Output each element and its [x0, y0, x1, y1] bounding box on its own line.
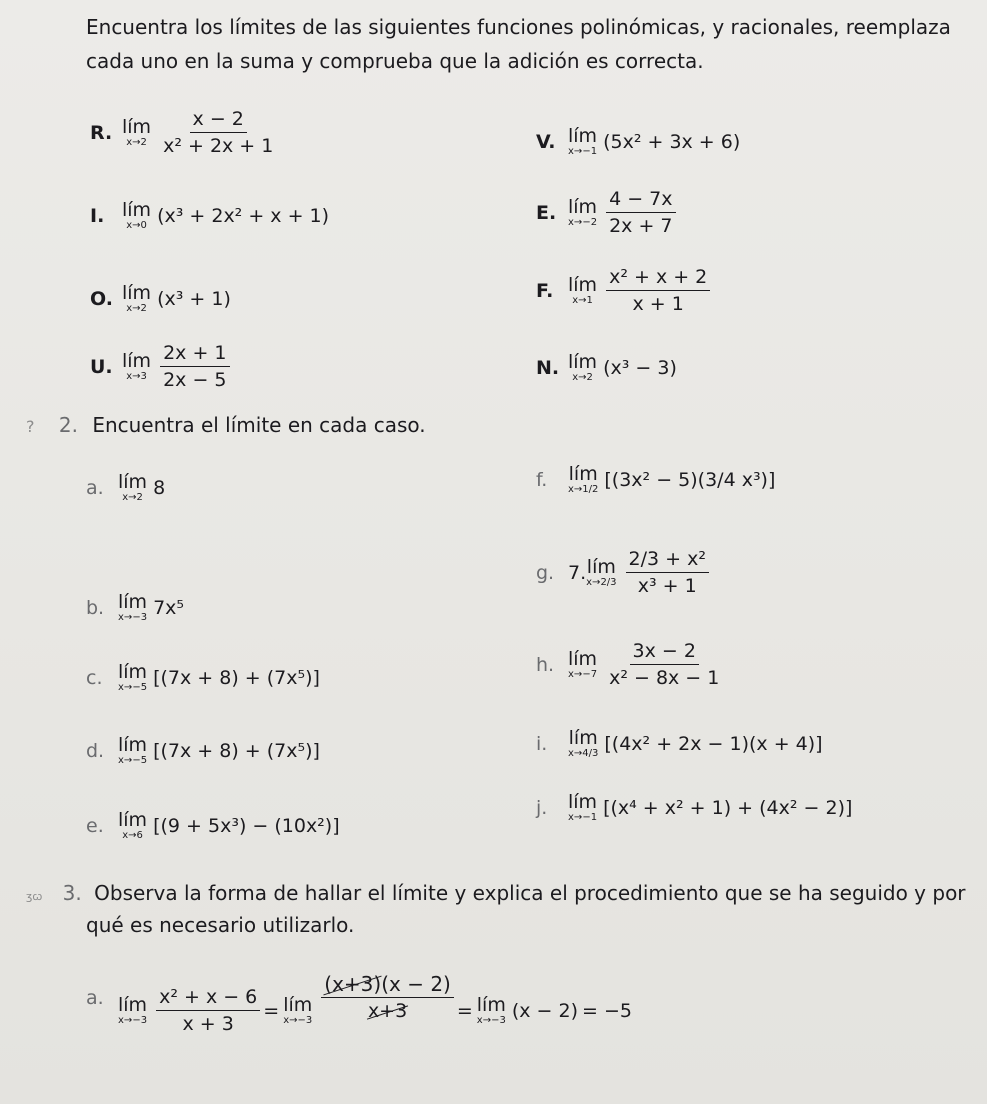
ex2-item-j — [536, 792, 852, 823]
ex1-item-n — [536, 352, 677, 383]
item-letter: a. — [86, 986, 104, 1009]
expression: (x³ + 2x² + x + 1) — [157, 204, 330, 227]
limit-operator: lím x→−1 — [568, 791, 598, 823]
limit-operator: lím x→−3 — [283, 994, 313, 1026]
limit-operator: lím x→1/2 — [568, 463, 599, 495]
ex2-item-f — [536, 464, 775, 495]
ex2-item-h — [536, 640, 725, 689]
prefix: 7. — [568, 561, 587, 584]
expression: 7x⁵ — [153, 596, 185, 619]
limit-operator: lím x→−5 — [118, 661, 148, 693]
item-letter: g. — [536, 561, 555, 584]
ex3-number: 3. — [62, 881, 82, 905]
ex2-item-b — [86, 592, 184, 623]
limit-operator: lím x→−3 — [118, 994, 148, 1026]
ex1-item-r — [90, 108, 279, 157]
limit-operator: lím x→2 — [568, 351, 598, 383]
fraction-original: $\frac{\text{x² + x − 6}}{x + 3}$ — [156, 986, 260, 1035]
limit-operator: lím x→−3 — [476, 994, 506, 1026]
ex3-line-2: qué es necesario utilizarlo. — [86, 913, 355, 937]
limit-operator: lím x→2 — [122, 116, 152, 148]
simplified-expression: (x − 2) — [511, 999, 579, 1022]
ex2-item-i — [536, 728, 823, 759]
item-letter: i. — [536, 732, 548, 755]
limit-operator: lím x→−3 — [118, 591, 148, 623]
ex2-number: 2. — [58, 413, 78, 437]
item-letter: h. — [536, 653, 555, 676]
item-letter: j. — [536, 796, 548, 819]
cancelled-denominator: x+3 — [367, 1000, 408, 1022]
expression: (x³ + 1) — [157, 287, 231, 310]
item-letter: F. — [536, 279, 554, 302]
ex1-item-f — [536, 266, 713, 315]
expression: [(9 + 5x³) − (10x²)] — [153, 814, 340, 837]
item-letter: b. — [86, 596, 105, 619]
fraction: $\frac{\text{x² + x + 2}}{x + 1}$ — [606, 266, 710, 315]
limit-operator: lím x→0 — [122, 199, 152, 231]
item-letter: d. — [86, 739, 105, 762]
limit-operator: lím x→1 — [568, 274, 598, 306]
fraction: $\frac{3x - 2}{\text{x² − 8x − 1}}$ — [609, 640, 720, 689]
ex1-item-e — [536, 188, 679, 237]
ex2-item-g — [536, 548, 712, 597]
ex3-line-1: Observa la forma de hallar el límite y explica el procedimiento que se ha seguido y por — [94, 881, 966, 905]
ex3-header — [26, 880, 966, 910]
ex2-item-a — [86, 472, 165, 503]
limit-operator: lím x→−2 — [568, 196, 598, 228]
remaining-factor: (x − 2) — [381, 972, 451, 996]
fraction: $\frac{2x + 1}{2x - 5}$ — [160, 342, 229, 391]
limit-operator: lím x→4/3 — [568, 727, 599, 759]
cancelled-factor: (x+3) — [324, 972, 382, 996]
item-letter: R. — [90, 121, 113, 144]
ex1-item-v — [536, 126, 740, 157]
ex2-item-d — [86, 735, 320, 766]
margin-mark: ʒꞷ — [26, 890, 43, 903]
expression: (5x² + 3x + 6) — [603, 130, 741, 153]
equals-sign: = — [263, 999, 280, 1022]
expression: 8 — [153, 476, 166, 499]
fraction: $\frac{x - 2}{\text{x² + 2x + 1}}$ — [163, 108, 274, 157]
item-letter: N. — [536, 356, 560, 379]
ex2-item-c — [86, 662, 320, 693]
expression: (x³ − 3) — [603, 356, 677, 379]
item-letter: a. — [86, 476, 104, 499]
margin-mark: ? — [26, 417, 35, 436]
ex2-title: Encuentra el límite en cada caso. — [92, 413, 426, 437]
ex1-item-i — [90, 200, 329, 231]
ex2-item-e — [86, 810, 340, 841]
expression: [(7x + 8) + (7x⁵)] — [153, 666, 320, 689]
ex3-item-a — [86, 960, 632, 1035]
result: = −5 — [582, 999, 632, 1022]
limit-operator: lím x→2/3 — [586, 556, 617, 588]
fraction-factored — [321, 973, 454, 1022]
item-letter: c. — [86, 666, 103, 689]
expression: [(x⁴ + x² + 1) + (4x² − 2)] — [603, 796, 853, 819]
item-letter: e. — [86, 814, 104, 837]
fraction: $\frac{4 - 7x}{2x + 7}$ — [606, 188, 675, 237]
expression: [(3x² − 5)(3/4 x³)] — [604, 468, 776, 491]
fraction: $\frac{\text{2/3 + x²}}{\text{x³ + 1}}$ — [626, 548, 709, 597]
limit-operator: lím x→2 — [118, 471, 148, 503]
item-letter: E. — [536, 201, 557, 224]
item-letter: U. — [90, 355, 113, 378]
limit-operator: lím x→2 — [122, 282, 152, 314]
item-letter: V. — [536, 130, 556, 153]
intro-line-2: cada uno en la suma y comprueba que la adición es correcta. — [86, 49, 704, 73]
limit-operator: lím x→3 — [122, 350, 152, 382]
expression: [(7x + 8) + (7x⁵)] — [153, 739, 320, 762]
item-letter: f. — [536, 468, 548, 491]
item-letter: O. — [90, 287, 113, 310]
limit-operator: lím x→6 — [118, 809, 148, 841]
limit-operator: lím x→−7 — [568, 648, 598, 680]
limit-operator: lím x→−1 — [568, 125, 598, 157]
ex1-item-u — [90, 342, 233, 391]
ex2-header — [26, 412, 426, 440]
intro-line-1: Encuentra los límites de las siguientes funciones polinómicas, y racionales, reemplaza — [86, 15, 951, 39]
item-letter: I. — [90, 204, 105, 227]
limit-operator: lím x→−5 — [118, 734, 148, 766]
equals-sign: = — [456, 999, 473, 1022]
ex1-item-o — [90, 283, 231, 314]
expression: [(4x² + 2x − 1)(x + 4)] — [604, 732, 823, 755]
